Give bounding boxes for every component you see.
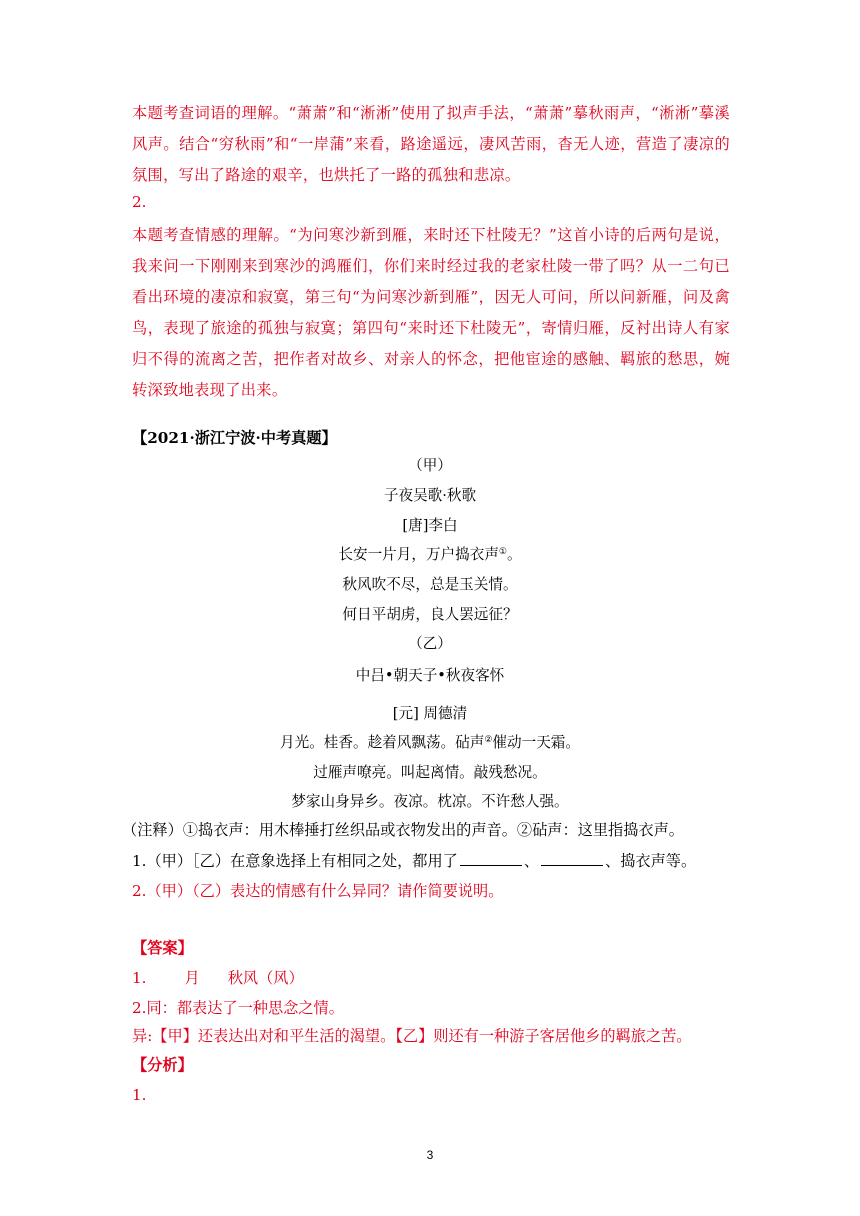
answer-1-number: 1. bbox=[132, 969, 147, 987]
poem-a-marker: （甲） bbox=[408, 457, 452, 474]
poem-b-line1 bbox=[130, 731, 730, 755]
question-1-blank-1 bbox=[460, 850, 522, 866]
answer-1-value-2: 秋风（风） bbox=[227, 969, 304, 987]
poem-b-title: 中吕•朝天子•秋夜客怀 bbox=[355, 667, 505, 684]
footnote-marker-1: ① bbox=[498, 547, 507, 557]
poem-a-line1-text: 长安一片月，万户捣衣声 bbox=[338, 546, 499, 563]
question-1-prefix: 1.（甲）［乙）在意象选择上有相同之处，都用了 bbox=[132, 852, 458, 870]
footnote-marker-2: ② bbox=[484, 735, 493, 745]
prev-analysis-q2-number: 2. bbox=[132, 193, 147, 211]
question-1-blank-2 bbox=[541, 850, 603, 866]
answer-1-value-1: 月 bbox=[184, 969, 200, 987]
answer-1 bbox=[132, 966, 304, 990]
question-1-suffix: 、捣衣声等。 bbox=[605, 852, 697, 870]
answer-heading: 【答案】 bbox=[132, 939, 193, 957]
poem-a-line1-end: 。 bbox=[507, 546, 522, 563]
analysis-number: 1. bbox=[132, 1086, 147, 1104]
analysis-heading: 【分析】 bbox=[132, 1056, 193, 1074]
exam-source: 【2021·浙江宁波·中考真题】 bbox=[132, 429, 337, 447]
prev-analysis-q2: 本题考查情感的理解。“为问寒沙新到雁，来时还下杜陵无？”这首小诗的后两句是说，我来问一下刚刚来到寒沙的鸿雁们，你们来时经过我的老家杜陵一带了吗？从一二句已看出环境的凄凉和寂寞，第三句“为问寒沙新到雁”，因无人可问，所以问新雁，问及禽鸟，表现了旅途的孤独与寂寞；第四句“来时还下杜陵无”，寄情归雁，反衬出诗人有家归不得的流离之苦，把作者对故乡、对亲人的怀念，把他宦途的感触、羁旅的愁思，婉转深致地表现了出来。 bbox=[132, 226, 730, 399]
poem-b-line2: 过雁声嘹亮。叫起离情。敲残愁况。 bbox=[313, 764, 547, 781]
poem-b-line1-text-a: 月光。桂香。趁着风飘荡。砧声 bbox=[280, 734, 485, 751]
question-2: 2.（甲）（乙）表达的情感有什么异同？请作简要说明。 bbox=[132, 882, 504, 900]
answer-2-same: 2.同：都表达了一种思念之情。 bbox=[132, 999, 344, 1017]
poem-a-line1 bbox=[130, 543, 730, 567]
prev-analysis-q1: 本题考查词语的理解。“萧萧”和“淅淅”使用了拟声手法，“萧萧”摹秋雨声，“淅淅”摹溪风声。结合“穷秋雨”和“一岸蒲”来看，路途遥远，凄风苦雨，杳无人迹，营造了凄凉的氛围，写出了路途的艰辛，也烘托了一路的孤独和悲凉。 bbox=[132, 104, 730, 184]
poem-a-line3: 何日平胡虏，良人罢远征？ bbox=[342, 606, 518, 623]
question-1 bbox=[132, 849, 696, 873]
poem-b-author: [元] 周德清 bbox=[392, 705, 468, 722]
answer-2-diff: 异:【甲】还表达出对和平生活的渴望。【乙】则还有一种游子客居他乡的羁旅之苦。 bbox=[132, 1027, 692, 1045]
question-1-separator: 、 bbox=[523, 852, 540, 870]
poem-a-title: 子夜吴歌·秋歌 bbox=[383, 487, 477, 504]
poem-notes: （注释）①捣衣声：用木棒捶打丝织品或衣物发出的声音。②砧声：这里指捣衣声。 bbox=[122, 821, 684, 839]
page-number: 3 bbox=[426, 1148, 434, 1162]
poem-b-line3: 梦家山身异乡。夜凉。枕凉。不许愁人强。 bbox=[291, 793, 569, 810]
poem-a-author: [唐]李白 bbox=[402, 517, 458, 534]
poem-b-marker: （乙） bbox=[408, 635, 452, 652]
poem-a-line2: 秋风吹不尽，总是玉关情。 bbox=[342, 576, 518, 593]
poem-b-line1-text-b: 催动一天霜。 bbox=[492, 734, 580, 751]
